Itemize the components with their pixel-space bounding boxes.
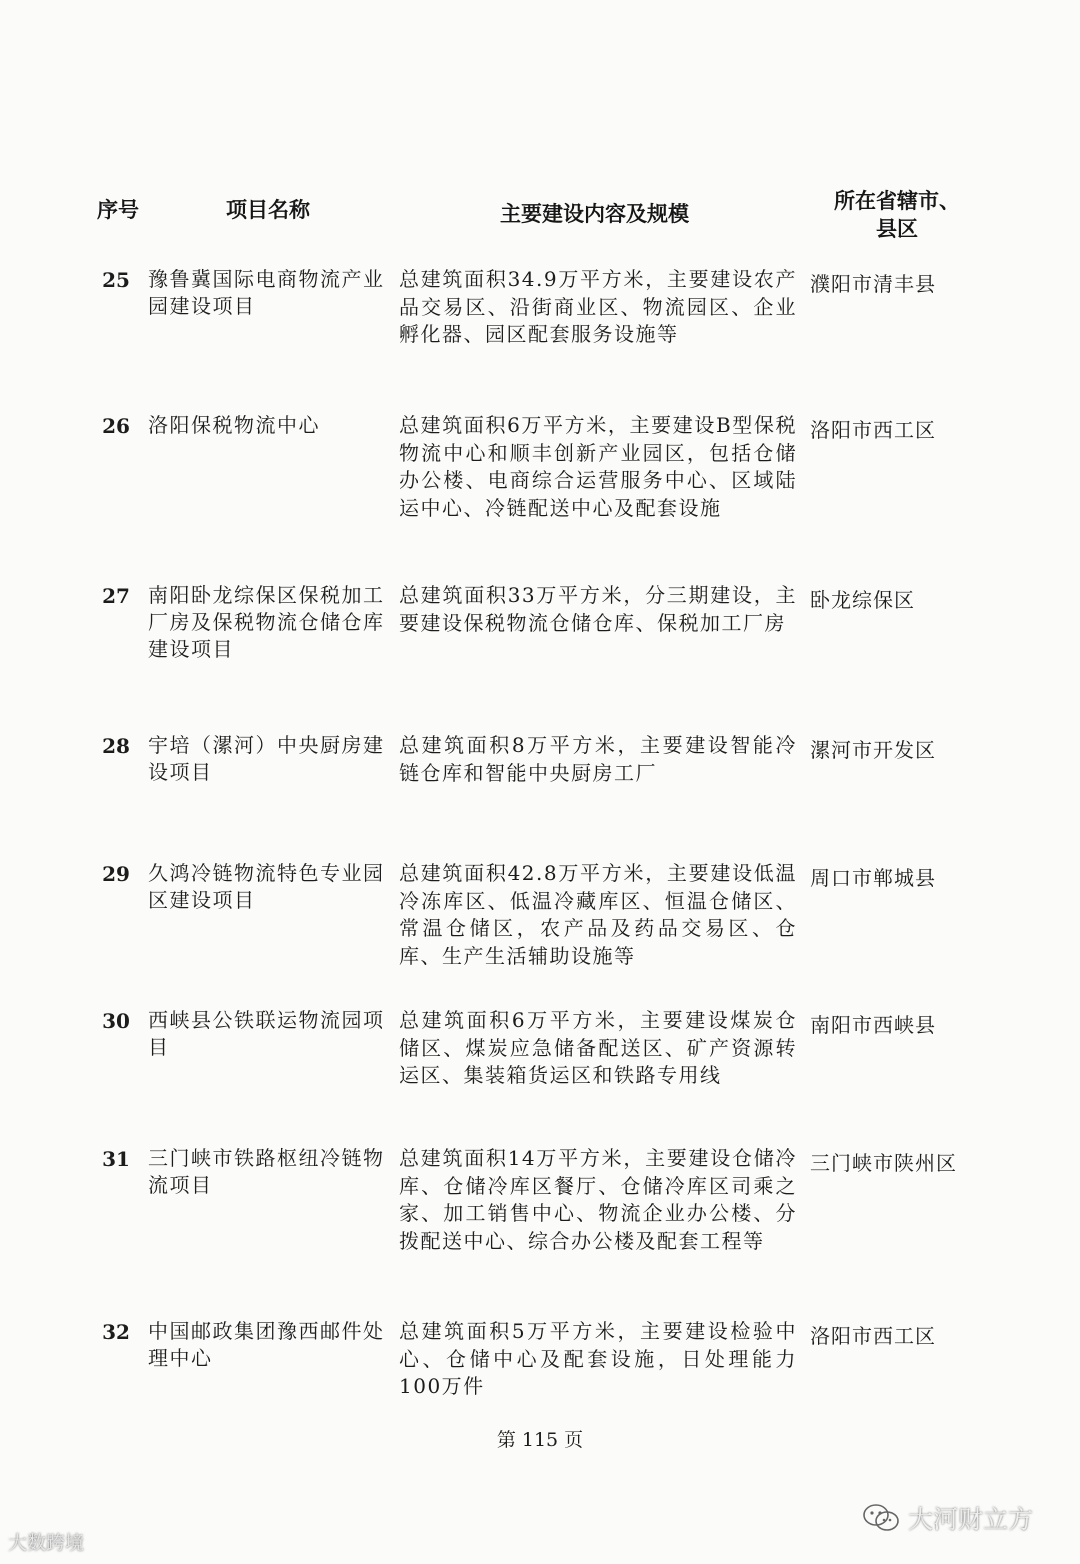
row-no: 31 [102, 1147, 130, 1171]
row-content: 总建筑面积14万平方米，主要建设仓储冷库、仓储冷库区餐厅、仓储冷库区司乘之家、加工销售中心、物流企业办公楼、分拨配送中心、综合办公楼及配套工程等 [399, 1146, 797, 1253]
row-name: 三门峡市铁路枢纽冷链物流项目 [148, 1146, 385, 1197]
row-content: 总建筑面积42.8万平方米，主要建设低温冷冻库区、低温冷藏库区、恒温仓储区、常温仓储区，农产品及药品交易区、仓库、生产生活辅助设施等 [399, 861, 797, 968]
row-name: 豫鲁冀国际电商物流产业园建设项目 [148, 267, 385, 318]
row-name: 洛阳保税物流中心 [148, 413, 320, 437]
row-content: 总建筑面积6万平方米，主要建设B型保税物流中心和顺丰创新产业园区，包括仓储办公楼、电商综合运营服务中心、区域陆运中心、冷链配送中心及配套设施 [399, 413, 797, 520]
row-no: 28 [102, 734, 130, 758]
header-content: 主要建设内容及规模 [500, 202, 689, 226]
header-location [832, 187, 962, 243]
row-content: 总建筑面积8万平方米，主要建设智能冷链仓库和智能中央厨房工厂 [399, 733, 797, 785]
row-location: 濮阳市清丰县 [810, 272, 936, 296]
wechat-icon [862, 1503, 900, 1539]
row-location: 三门峡市陕州区 [810, 1151, 957, 1175]
row-name: 南阳卧龙综保区保税加工厂房及保税物流仓储仓库建设项目 [148, 583, 385, 661]
row-name: 西峡县公铁联运物流园项目 [148, 1008, 385, 1059]
row-location: 洛阳市西工区 [810, 1324, 936, 1348]
watermark-left [8, 1528, 84, 1555]
row-no: 26 [102, 414, 130, 438]
header-location-line1: 所在省辖市、 [834, 189, 960, 213]
header-name: 项目名称 [226, 198, 310, 222]
row-content: 总建筑面积6万平方米，主要建设煤炭仓储区、煤炭应急储备配送区、矿产资源转运区、集装箱货运区和铁路专用线 [399, 1008, 797, 1087]
row-no: 25 [102, 268, 130, 292]
row-name: 久鸿冷链物流特色专业园区建设项目 [148, 861, 385, 912]
watermark-left-text: 大数跨境 [8, 1532, 85, 1554]
row-content: 总建筑面积5万平方米，主要建设检验中心、仓储中心及配套设施，日处理能力100万件 [399, 1319, 797, 1398]
row-location: 卧龙综保区 [810, 588, 915, 612]
row-no: 29 [102, 862, 130, 886]
watermark-right-text: 大河财立方 [908, 1505, 1034, 1534]
row-no: 32 [102, 1320, 130, 1344]
row-no: 27 [102, 584, 130, 608]
header-location-line2: 县区 [876, 217, 918, 241]
row-name: 宇培（漯河）中央厨房建设项目 [148, 733, 385, 784]
row-content: 总建筑面积33万平方米，分三期建设，主要建设保税物流仓储仓库、保税加工厂房 [399, 583, 797, 635]
row-name: 中国邮政集团豫西邮件处理中心 [148, 1319, 385, 1370]
row-location: 漯河市开发区 [810, 738, 936, 762]
row-content: 总建筑面积34.9万平方米，主要建设农产品交易区、沿街商业区、物流园区、企业孵化器、园区配套服务设施等 [399, 267, 797, 346]
row-location: 周口市郸城县 [810, 866, 936, 890]
row-location: 洛阳市西工区 [810, 418, 936, 442]
row-no: 30 [102, 1009, 130, 1033]
row-location: 南阳市西峡县 [810, 1013, 936, 1037]
watermark-right [862, 1500, 1033, 1539]
header-no: 序号 [97, 198, 139, 222]
page-number: 第 115 页 [496, 1429, 584, 1451]
